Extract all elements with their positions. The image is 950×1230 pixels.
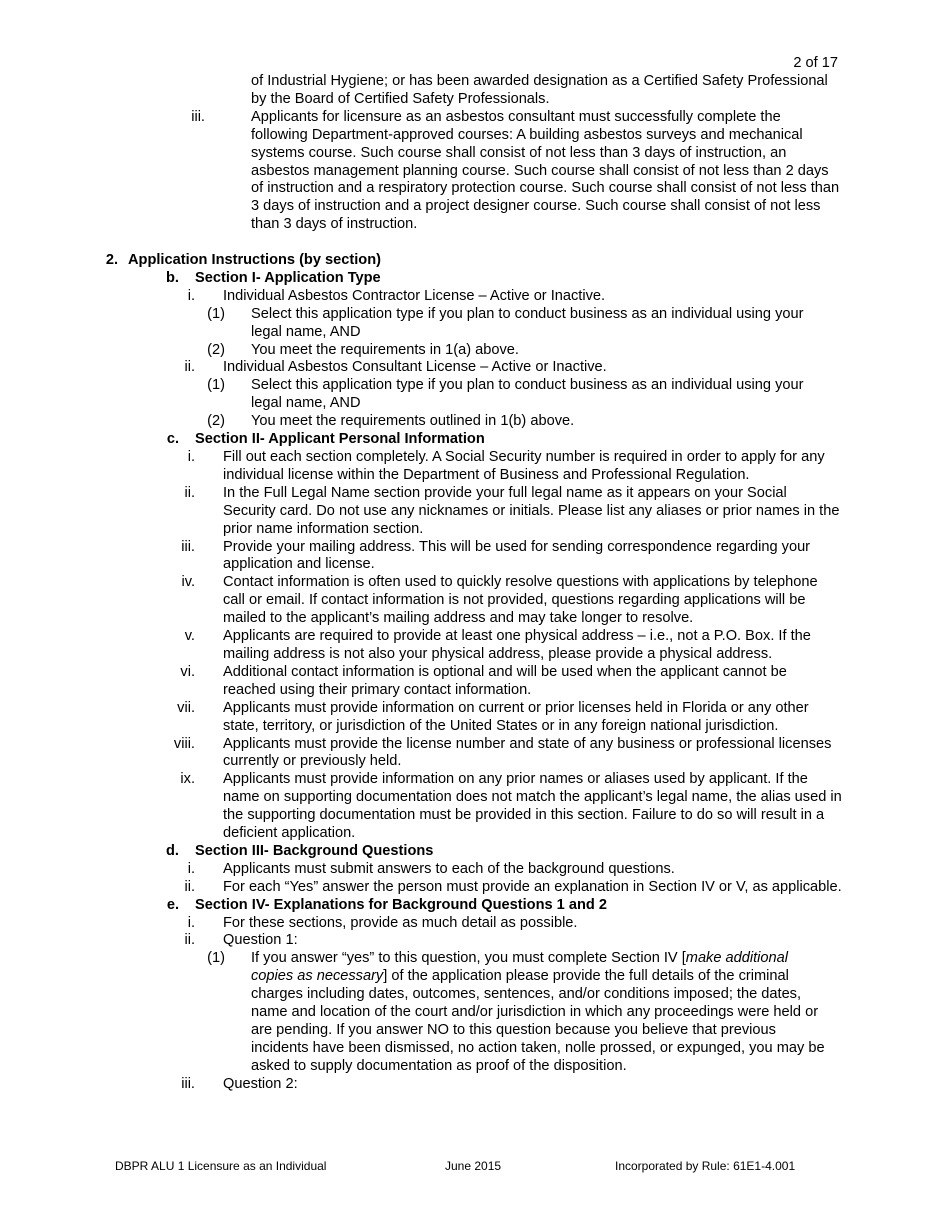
list-item xyxy=(0,377,950,413)
heading-marker: 2. xyxy=(105,252,118,269)
item-text: Question 1: xyxy=(223,932,298,949)
footer-rule: Incorporated by Rule: 61E1-4.001 xyxy=(615,1159,796,1173)
document-body xyxy=(0,73,950,1094)
subsection-heading xyxy=(0,843,950,861)
item-text: Question 2: xyxy=(223,1075,298,1092)
item-text: You meet the requirements in 1(a) above. xyxy=(251,341,519,358)
list-item xyxy=(0,628,950,664)
continuation-text: of Industrial Hygiene; or has been awarded designation as a Certified Safety Professional by the Board of Certified Safety Professionals. xyxy=(251,73,828,107)
list-item xyxy=(0,413,950,431)
item-marker: (2) xyxy=(207,341,225,358)
item-text: For each “Yes” answer the person must provide an explanation in Section IV or V, as applicable. xyxy=(223,878,842,895)
footer-form-id: DBPR ALU 1 Licensure as an Individual xyxy=(115,1159,327,1173)
item-marker: iii. xyxy=(191,108,205,125)
heading-title: Section III- Background Questions xyxy=(195,842,434,859)
heading-title: Section II- Applicant Personal Information xyxy=(195,431,485,448)
item-marker: vii. xyxy=(177,699,195,716)
item-text: You meet the requirements outlined in 1(b) above. xyxy=(251,413,575,430)
heading-marker: b. xyxy=(166,269,179,286)
item-marker: iii. xyxy=(181,538,195,555)
item-marker: i. xyxy=(187,860,195,877)
item-marker: iv. xyxy=(181,574,195,591)
list-item xyxy=(0,342,950,360)
item-marker: i. xyxy=(187,914,195,931)
item-marker: (1) xyxy=(207,305,225,322)
item-text: Applicants must provide information on any prior names or aliases used by applicant. If the name on supporting documentation does not match the applicant’s legal name, the alias used in the supporting documentation must be provided in this section. Failure to do so will result in a deficient application. xyxy=(223,771,842,842)
list-item xyxy=(0,861,950,879)
item-text: Applicants must provide the license number and state of any business or professional licenses currently or previously held. xyxy=(223,735,832,770)
list-item xyxy=(0,950,950,1075)
item-marker: ii. xyxy=(184,484,195,501)
item-text: Select this application type if you plan to conduct business as an individual using your legal name, AND xyxy=(251,305,804,340)
item-text: For these sections, provide as much detail as possible. xyxy=(223,914,578,931)
text-run: ] of the application please provide the full details of the criminal charges including dates, outcomes, sentences, and/or conditions imposed; the dates, name and location of the court and/or jurisdiction in which any proceedings were held or are pending. If you answer NO to this question because you believe that previous incidents have been dismissed, no action taken, nolle prossed, or expunged, you may be asked to supply documentation as proof of the disposition. xyxy=(251,968,825,1074)
subsection-heading xyxy=(0,897,950,915)
list-item xyxy=(0,288,950,306)
list-item xyxy=(0,664,950,700)
list-item xyxy=(0,879,950,897)
list-item xyxy=(0,574,950,628)
item-marker: ii. xyxy=(184,932,195,949)
item-text: Additional contact information is optional and will be used when the applicant cannot be reached using their primary contact information. xyxy=(223,663,787,698)
item-marker: i. xyxy=(187,287,195,304)
item-marker: (1) xyxy=(207,377,225,394)
item-text xyxy=(251,950,831,1075)
subsection-heading xyxy=(0,270,950,288)
item-marker: ii. xyxy=(184,878,195,895)
italic-text-run: make additional copies as necessary xyxy=(251,950,789,985)
item-text: Provide your mailing address. This will be used for sending correspondence regarding your application and license. xyxy=(223,538,811,573)
item-text: Applicants are required to provide at least one physical address – i.e., not a P.O. Box. If the mailing address is not also your physical address, please provide a physical address. xyxy=(223,628,811,662)
list-item xyxy=(0,915,950,933)
list-item xyxy=(0,736,950,772)
item-text: Contact information is often used to quickly resolve questions with applications by telephone call or email. If contact information is not provided, questions regarding applications will be mailed to the applicant’s mailing address and may take longer to resolve. xyxy=(223,574,818,627)
item-text: Applicants must provide information on current or prior licenses held in Florida or any other state, territory, or jurisdiction of the United States or in any foreign national jurisdiction. xyxy=(223,699,809,734)
item-text: Applicants for licensure as an asbestos consultant must successfully complete the following Department-approved courses: A building asbestos surveys and mechanical systems course. Such course shall consist of not less than 3 days of instruction, an asbestos management planning course. Such course shall consist of not less than 2 days of instruction and a respiratory protection course. Such course shall consist of not less than 3 days of instruction and a project designer course. Such course shall consist of not less than 3 days of instruction. xyxy=(251,108,840,233)
heading-title: Section IV- Explanations for Background Questions 1 and 2 xyxy=(195,896,607,913)
heading-title: Application Instructions (by section) xyxy=(128,252,381,269)
heading-marker: e. xyxy=(166,896,179,913)
heading-marker: c. xyxy=(166,431,179,448)
item-marker: v. xyxy=(184,628,195,645)
list-item xyxy=(0,109,950,234)
list-item xyxy=(0,306,950,342)
page-number: 2 of 17 xyxy=(793,55,838,71)
item-marker: ii. xyxy=(184,359,195,376)
footer-date: June 2015 xyxy=(445,1159,502,1173)
item-text: Fill out each section completely. A Social Security number is required in order to apply for any individual license within the Department of Business and Professional Regulation. xyxy=(223,449,825,483)
item-text: Select this application type if you plan to conduct business as an individual using your legal name, AND xyxy=(251,377,804,412)
list-item xyxy=(0,771,950,843)
item-marker: iii. xyxy=(181,1075,195,1092)
list-item xyxy=(0,485,950,539)
item-marker: vi. xyxy=(180,663,195,680)
item-marker: (1) xyxy=(207,950,225,967)
list-item xyxy=(0,449,950,485)
item-marker: (2) xyxy=(207,413,225,430)
item-text: Individual Asbestos Consultant License – Active or Inactive. xyxy=(223,359,607,376)
list-item xyxy=(0,932,950,950)
item-marker: viii. xyxy=(173,735,195,752)
item-text: Individual Asbestos Contractor License – Active or Inactive. xyxy=(223,287,606,304)
subsection-heading xyxy=(0,431,950,449)
list-item xyxy=(0,359,950,377)
list-item xyxy=(0,73,950,109)
item-text: Applicants must submit answers to each of the background questions. xyxy=(223,860,675,877)
item-marker: ix. xyxy=(180,771,195,788)
section-heading xyxy=(0,252,950,270)
item-marker: i. xyxy=(187,449,195,466)
list-item xyxy=(0,1076,950,1094)
list-item xyxy=(0,700,950,736)
heading-marker: d. xyxy=(166,842,179,859)
heading-title: Section I- Application Type xyxy=(195,269,381,286)
list-item xyxy=(0,539,950,575)
text-run: If you answer “yes” to this question, you must complete Section IV [ xyxy=(251,950,686,967)
item-text: In the Full Legal Name section provide your full legal name as it appears on your Social Security card. Do not use any nicknames or initials. Please list any aliases or prior names in the prior name information section. xyxy=(223,484,840,537)
